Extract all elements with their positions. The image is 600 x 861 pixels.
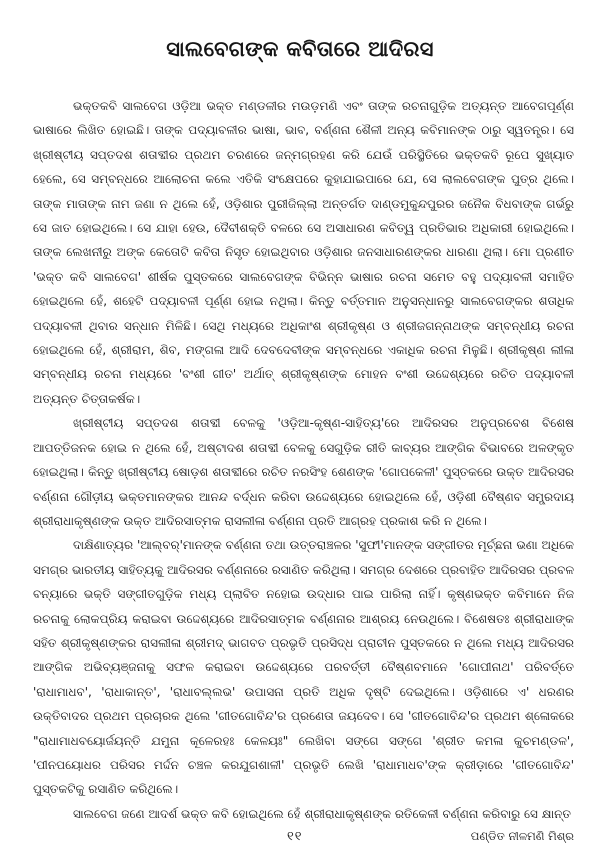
title-container bbox=[0, 36, 600, 62]
author-name: ପଣ୍ଡିତ ନୀଳମଣି ମିଶ୍ର bbox=[470, 829, 574, 843]
page-title: ସାଲବେଗଙ୍କ କବିତାରେ ଆଦିରସ bbox=[166, 37, 434, 61]
paragraph-2: ଖ୍ରୀଷ୍ଟୀୟ ସପ୍ତଦଶ ଶତାବ୍ଦୀ ବେଳକୁ 'ଓଡ଼ିଆ-କୃଷ୍ଣ-ସାହିତ୍ୟ'ରେ ଆଦିରସର ଅନୁପ୍ରବେଶ ବିଶେଷ ଆପତ୍ତିଜନକ ହୋଇ ନ ଥିଲେ ହେଁ, ଅଷ୍ଟାଦଶ ଶତାବ୍ଦୀ ବେଳକୁ ସେଗୁଡ଼ିକ ରୀତି କାବ୍ୟର ଆଙ୍ଗିକ ବିଭାବରେ ଅଳଙ୍କୃତ ହୋଇଥିଲା। କିନ୍ତୁ ଖ୍ରୀଷ୍ଟୀୟ ଷୋଡ଼ଶ ଶତାବ୍ଦୀରେ ରଚିତ ନରସିଂହ ଶେଣଙ୍କ 'ଗୋପକେଳୀ' ପୁସ୍ତକରେ ଉକ୍ତ ଆଦିରସର ବର୍ଣ୍ଣନା ଗୌଡ଼ୀୟ ଭକ୍ତମାନଙ୍କର ଆନନ୍ଦ ବର୍ଦ୍ଧନ କରିବା ଉଦ୍ଦେଶ୍ୟରେ ହୋଇଥିଲେ ହେଁ, ଓଡ଼ିଶୀ ବୈଷ୍ଣବ ସମ୍ପ୍ରଦାୟ ଶ୍ରୀରାଧାକୃଷ୍ଣଙ୍କ ଉକ୍ତ ଆଦିରସାତ୍ମକ ରାସଲୀଳା ବର୍ଣ୍ଣନା ପ୍ରତି ଆଗ୍ରହ ପ୍ରକାଶ କରି ନ ଥିଲେ। bbox=[33, 416, 574, 528]
paragraph-3: ଦାକ୍ଷିଣାତ୍ୟର 'ଆଲ୍‌ବର୍'ମାନଙ୍କ ବର୍ଣ୍ଣନା ତଥା ଉତ୍ତରାଞ୍ଚଳର 'ସୁଫୀ'ମାନଙ୍କ ସଙ୍ଗୀତର ମୂର୍ଚ୍ଛନା ଭଣା ଅଧିକେ ସମଗ୍ର ଭାରତୀୟ ସାହିତ୍ୟକୁ ଆଦିରସର ବର୍ଣ୍ଣନାରେ ରସାଣିତ କରିଥିଲା। ସମଗ୍ର ଦେଶରେ ପ୍ରବାହିତ ଆଦିରସର ପ୍ରବଳ ବନ୍ୟାରେ ଭକ୍ତି ସଙ୍ଗୀତଗୁଡ଼ିକ ମଧ୍ୟ ପ୍ଲାବିତ ନହୋଇ ଉଦ୍ଧାର ପାଇ ପାରିଲା ନାହିଁ। କୃଷ୍ଣଭକ୍ତ କବିମାନେ ନିଜ ରଚନାକୁ ଲୋକପ୍ରିୟ କରାଇବା ଉଦ୍ଦେଶ୍ୟରେ ଆଦିରସାତ୍ମକ ବର୍ଣ୍ଣନାର ଆଶ୍ରୟ ନେଉଥିଲେ। ବିଶେଷତଃ ଶ୍ରୀରାଧାଙ୍କ ସହିତ ଶ୍ରୀକୃଷ୍ଣଙ୍କର ରାସଲୀଳା ଶ୍ରୀମଦ୍ ଭାଗବତ ପ୍ରଭୃତି ପ୍ରସିଦ୍ଧ ପ୍ରାଚୀନ ପୁସ୍ତକରେ ନ ଥିଲେ ମଧ୍ୟ ଆଦିରସର ଆଙ୍ଗିକ ଅଭିବ୍ୟଞ୍ଜନାକୁ ସଫଳ କରାଇବା ଉଦ୍ଦେଶ୍ୟରେ ପରବର୍ତ୍ତୀ ବୈଷ୍ଣବମାନେ 'ଗୋପୀନାଥ' ପରିବର୍ତ୍ତେ 'ରାଧାମାଧବ', 'ରାଧାକାନ୍ତ', 'ରାଧାବଲ୍ଲଭ' ଉପାସନା ପ୍ରତି ଅଧିକ ଦୃଷ୍ଟି ଦେଇଥିଲେ। ଓଡ଼ିଶାରେ ଏ' ଧରଣର ଉକ୍ତିବାଦର ପ୍ରଥମ ପ୍ରଚାରକ ଥିଲେ 'ଗୀତଗୋବିନ୍ଦ'ର ପ୍ରଣେତା ଜୟଦେବ। ସେ 'ଗୀତଗୋବିନ୍ଦ'ର ପ୍ରଥମ ଶ୍ଳୋକରେ "ରାଧାମାଧବୟୋର୍ଜୟନ୍ତି ଯମୁନା କୂଳେରହଃ କେଳୟଃ" ଲେଖିବା ସଙ୍ଗେ ସଙ୍ଗେ 'ଶ୍ରୀତ କମଳା କୁଚମଣ୍ଡଳ', 'ପୀନପୟୋଧର ପରିସର ମର୍ଦ୍ଦନ ଚଞ୍ଚଳ କରଯୁଗଶାଳୀ' ପ୍ରଭୃତି ଲେଖି 'ରାଧାମାଧବ'ଙ୍କ କ୍ରୀଡ଼ାରେ 'ଗୀତଗୋବିନ୍ଦ' ପୁସ୍ତକଟିକୁ ରସାଣିତ କରିଥିଲେ। bbox=[33, 538, 574, 797]
body-text bbox=[33, 94, 574, 822]
paragraph-4: ସାଲବେଗ ଜଣେ ଆଦର୍ଶ ଭକ୍ତ କବି ହୋଇଥିଲେ ହେଁ ଶ୍ରୀରାଧାକୃଷ୍ଣଙ୍କ ରତିକେଳୀ ବର୍ଣ୍ଣନା କରିବାରୁ ସେ କ୍ଷାନ୍ତ bbox=[73, 806, 571, 821]
page-footer bbox=[33, 827, 574, 849]
paragraph-1: ଭକ୍ତକବି ସାଲବେଗ ଓଡ଼ିଆ ଭକ୍ତ ମଣ୍ଡଳୀର ମଉଡ଼ମଣି ଏବଂ ତାଙ୍କ ରଚନାଗୁଡ଼ିକ ଅତ୍ୟନ୍ତ ଆବେଗପୂର୍ଣ୍ଣ ଭାଷାରେ ଲିଖିତ ହୋଇଛି। ତାଙ୍କ ପଦ୍ୟାବଳୀର ଭାଷା, ଭାବ, ବର୍ଣ୍ଣନା ଶୈଳୀ ଅନ୍ୟ କବିମାନଙ୍କ ଠାରୁ ସ୍ୱତନ୍ତ୍ର। ସେ ଖ୍ରୀଷ୍ଟୀୟ ସପ୍ତଦଶ ଶତାବ୍ଦୀର ପ୍ରଥମ ଚରଣରେ ଜନ୍ମଗ୍ରହଣ କରି ଯେଉଁ ପରିସ୍ଥିତିରେ ଭକ୍ତକବି ରୂପେ ସୁଖ୍ୟାତ ହେଲେ, ସେ ସମ୍ବନ୍ଧରେ ଆଲୋଚନା କଲେ ଏତିକି ସଂକ୍ଷେପରେ କୁହାଯାଇପାରେ ଯେ, ସେ ଲାଲବେଗଙ୍କ ପୁତ୍ର ଥିଲେ। ତାଙ୍କ ମାତାଙ୍କ ନାମ ଜଣା ନ ଥିଲେ ହେଁ, ଓଡ଼ିଶାର ପୁରୀଜିଲ୍ଲା ଅନ୍ତର୍ଗତ ଦାଣ୍ଡମୁକୁନ୍ଦପୁରର ଜନୈକ ବିଧବାଙ୍କ ଗର୍ଭରୁ ସେ ଜାତ ହୋଇଥିଲେ। ସେ ଯାହା ହେଉ, ଦୈବୀଶକ୍ତି ବଳରେ ସେ ଅସାଧାରଣ କବିତ୍ୱ ପ୍ରତିଭାର ଅଧିକାରୀ ହୋଇଥିଲେ। ତାଙ୍କ ଲେଖନୀରୁ ଅଙ୍କ କେତୋଟି କବିତା ନିସୃତ ହୋଇଥିବାର ଓଡ଼ିଶାର ଜନସାଧାରଣଙ୍କର ଧାରଣା ଥିଲା। ମୋ ପ୍ରଣୀତ 'ଭକ୍ତ କବି ସାଲବେଗ' ଶୀର୍ଷକ ପୁସ୍ତକରେ ସାଲବେଗଙ୍କ ବିଭିନ୍ନ ଭାଷାର ରଚନା ସମେତ ବହୁ ପଦ୍ୟାବଳୀ ସମାହିତ ହୋଇଥିଲେ ହେଁ, ଶହେଟି ପଦ୍ୟାବଳୀ ପୂର୍ଣ୍ଣ ହୋଇ ନଥିଲା। କିନ୍ତୁ ବର୍ତ୍ତମାନ ଅନୁସନ୍ଧାନରୁ ସାଲବେଗଙ୍କର ଶତାଧିକ ପଦ୍ୟାବଳୀ ଥିବାର ସନ୍ଧାନ ମିଳିଛି। ସେଥି ମଧ୍ୟରେ ଅଧିକାଂଶ ଶ୍ରୀକୃଷ୍ଣ ଓ ଶ୍ରୀଜଗନ୍ନାଥଙ୍କ ସମ୍ବନ୍ଧୀୟ ରଚନା ହୋଇଥିଲେ ହେଁ, ଶ୍ରୀରାମ, ଶିବ, ମଙ୍ଗଳା ଆଦି ଦେବଦେବୀଙ୍କ ସମ୍ବନ୍ଧରେ ଏକାଧିକ ରଚନା ମିଳୁଛି। ଶ୍ରୀକୃଷ୍ଣ ଲୀଳା ସମ୍ବନ୍ଧୀୟ ରଚନା ମଧ୍ୟରେ 'ବଂଶୀ ଗୀତ' ଅର୍ଥାତ୍ ଶ୍ରୀକୃଷ୍ଣଙ୍କ ମୋହନ ବଂଶୀ ଉଦ୍ଦେଶ୍ୟରେ ରଚିତ ପଦ୍ୟାବଳୀ ଅତ୍ୟନ୍ତ ଚିତ୍ତାକର୍ଷକ। bbox=[33, 99, 574, 406]
page-number: ୧୧ bbox=[287, 829, 303, 844]
